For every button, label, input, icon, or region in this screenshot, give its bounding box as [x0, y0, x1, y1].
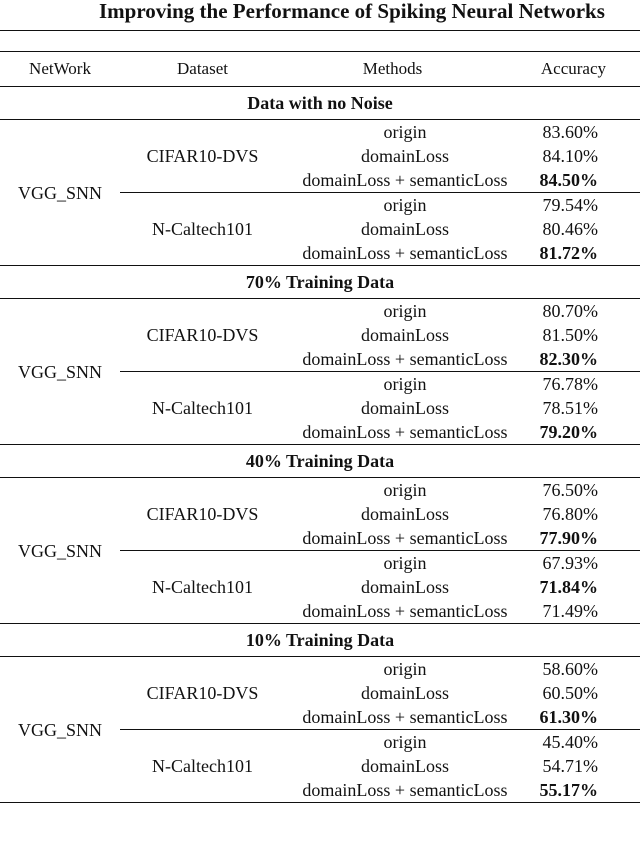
running-title: Improving the Performance of Spiking Neural Networks — [99, 0, 605, 23]
section-title: 40% Training Data — [0, 445, 640, 478]
method-cell — [265, 347, 520, 372]
dataset-cell: N-Caltech101 — [120, 193, 265, 266]
accuracy-cell-best: 55.17% — [539, 780, 598, 800]
network-cell: VGG_SNN — [17, 361, 102, 382]
method-label: origin — [383, 122, 427, 142]
method-label: domainLoss — [361, 756, 449, 776]
accuracy-cell: 76.80% — [542, 504, 598, 524]
accuracy-cell: 79.54% — [520, 193, 640, 218]
method-cell — [265, 478, 520, 503]
method-cell — [265, 241, 520, 266]
dataset-cell: CIFAR10-DVS — [146, 504, 259, 524]
table-row — [0, 657, 640, 682]
method-cell — [265, 372, 520, 397]
method-cell — [265, 730, 520, 755]
column-header-dataset: Dataset — [177, 59, 228, 78]
column-header-methods: Methods — [362, 59, 423, 78]
method-label: domainLoss — [361, 577, 449, 597]
section-title: 10% Training Data — [0, 624, 640, 657]
network-cell: VGG_SNN — [17, 719, 102, 740]
method-label: domainLoss — [361, 146, 449, 166]
accuracy-cell-best: 82.30% — [539, 349, 598, 369]
table-row — [0, 120, 640, 145]
method-cell — [265, 705, 520, 730]
accuracy-cell: 83.60% — [542, 122, 598, 142]
method-cell — [265, 681, 520, 705]
dataset-cell: N-Caltech101 — [120, 730, 265, 803]
accuracy-cell-best: 71.84% — [539, 577, 598, 597]
accuracy-cell-best: 77.90% — [539, 528, 598, 548]
method-cell — [265, 599, 520, 624]
accuracy-cell: 71.49% — [542, 601, 598, 621]
method-label: domainLoss + semanticLoss — [302, 707, 508, 727]
method-label: domainLoss — [361, 398, 449, 418]
method-cell — [265, 168, 520, 193]
network-cell: VGG_SNN — [17, 540, 102, 561]
accuracy-cell: 45.40% — [520, 730, 640, 755]
accuracy-cell-best: 84.50% — [539, 170, 598, 190]
method-label: domainLoss + semanticLoss — [302, 780, 508, 800]
accuracy-cell-best: 81.72% — [539, 243, 598, 263]
method-label: domainLoss — [361, 504, 449, 524]
accuracy-cell: 80.70% — [542, 301, 598, 321]
table-row — [0, 299, 640, 324]
method-cell — [265, 575, 520, 599]
dataset-cell: CIFAR10-DVS — [146, 325, 259, 345]
dataset-cell: CIFAR10-DVS — [146, 146, 259, 166]
results-table — [0, 51, 640, 803]
section-heading-row — [0, 445, 640, 478]
method-label: domainLoss — [361, 219, 449, 239]
method-label: origin — [383, 659, 427, 679]
method-label: origin — [383, 480, 427, 500]
section-heading-row — [0, 266, 640, 299]
accuracy-cell: 84.10% — [542, 146, 598, 166]
running-header — [0, 0, 640, 31]
method-cell — [265, 420, 520, 445]
method-label: origin — [383, 301, 427, 321]
accuracy-cell: 54.71% — [542, 756, 598, 776]
method-label: domainLoss + semanticLoss — [302, 349, 508, 369]
method-label: domainLoss — [361, 325, 449, 345]
method-cell — [265, 299, 520, 324]
table-header — [0, 52, 640, 87]
network-cell: VGG_SNN — [17, 182, 102, 203]
section-title: Data with no Noise — [0, 87, 640, 120]
method-label: domainLoss + semanticLoss — [302, 422, 508, 442]
method-label: origin — [383, 732, 427, 752]
method-cell — [265, 551, 520, 576]
accuracy-cell: 76.50% — [542, 480, 598, 500]
method-cell — [265, 193, 520, 218]
method-cell — [265, 120, 520, 145]
method-cell — [265, 144, 520, 168]
table-row — [0, 478, 640, 503]
dataset-cell: CIFAR10-DVS — [146, 683, 259, 703]
method-label: domainLoss + semanticLoss — [302, 601, 508, 621]
method-label: domainLoss + semanticLoss — [302, 170, 508, 190]
accuracy-cell: 80.46% — [542, 219, 598, 239]
header-row — [0, 52, 640, 87]
accuracy-cell-best: 61.30% — [539, 707, 598, 727]
method-cell — [265, 323, 520, 347]
accuracy-cell: 78.51% — [542, 398, 598, 418]
column-header-network: NetWork — [29, 59, 91, 78]
method-cell — [265, 217, 520, 241]
column-header-accuracy: Accuracy — [540, 59, 606, 78]
method-cell — [265, 754, 520, 778]
section-heading-row — [0, 624, 640, 657]
section-title: 70% Training Data — [0, 266, 640, 299]
method-label: domainLoss + semanticLoss — [302, 243, 508, 263]
method-cell — [265, 778, 520, 803]
accuracy-cell: 58.60% — [542, 659, 598, 679]
accuracy-cell: 81.50% — [542, 325, 598, 345]
method-cell — [265, 396, 520, 420]
method-label: origin — [383, 195, 427, 215]
accuracy-cell: 60.50% — [542, 683, 598, 703]
accuracy-cell: 76.78% — [520, 372, 640, 397]
method-cell — [265, 657, 520, 682]
method-label: domainLoss + semanticLoss — [302, 528, 508, 548]
method-label: origin — [383, 553, 427, 573]
section-heading-row — [0, 87, 640, 120]
method-label: origin — [383, 374, 427, 394]
dataset-cell: N-Caltech101 — [120, 551, 265, 624]
accuracy-cell: 67.93% — [520, 551, 640, 576]
accuracy-cell-best: 79.20% — [539, 422, 598, 442]
method-cell — [265, 502, 520, 526]
dataset-cell: N-Caltech101 — [120, 372, 265, 445]
method-cell — [265, 526, 520, 551]
table-body — [0, 87, 640, 803]
method-label: domainLoss — [361, 683, 449, 703]
